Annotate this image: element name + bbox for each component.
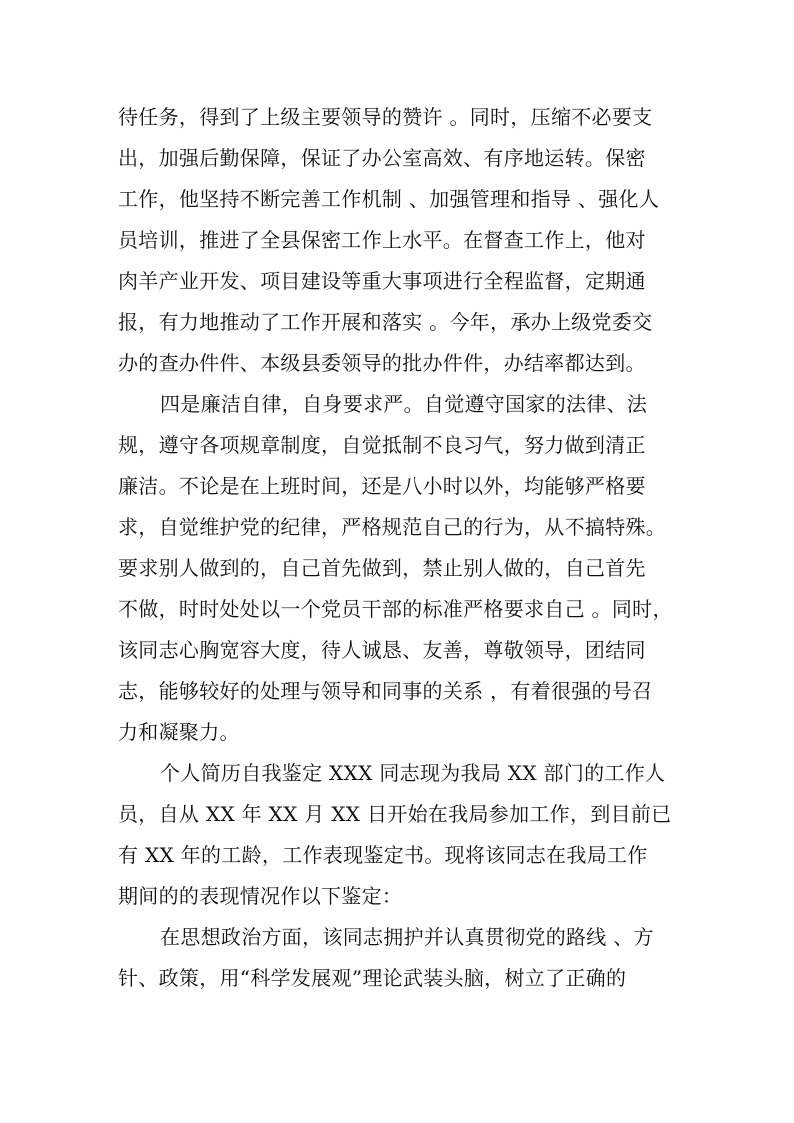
- text-line: 求，自觉维护党的纪律，严格规范自己的行为，从不搞特殊。: [118, 515, 667, 539]
- text-line: 该同志心胸宽容大度，待人诚恳、友善，尊敬领导，团结同: [118, 638, 646, 662]
- text-line: 肉羊产业开发、项目建设等重大事项进行全程监督，定期通: [118, 269, 646, 293]
- document-body: [118, 97, 688, 999]
- text-line: 员，自从 XX 年 XX 月 XX 日开始在我局参加工作，到目前已: [118, 802, 672, 826]
- text-line: 期间的的表现情况作以下鉴定：: [118, 884, 403, 908]
- text-line: 规，遵守各项规章制度，自觉抵制不良习气，努力做到清正: [118, 433, 646, 457]
- text-line: 志，能够较好的处理与领导和同事的关系 ，有着很强的号召: [118, 679, 653, 703]
- text-line: 员培训，推进了全县保密工作上水平。在督查工作上，他对: [118, 228, 646, 252]
- paragraph-start-line: 个人简历自我鉴定 XXX 同志现为我局 XX 部门的工作人: [160, 761, 666, 785]
- text-line: 工作，他坚持不断完善工作机制 、加强管理和指导 、强化人: [118, 187, 660, 211]
- text-line: 廉洁。不论是在上班时间，还是八小时以外，均能够严格要: [118, 474, 646, 498]
- text-line: 有 XX 年的工龄，工作表现鉴定书。现将该同志在我局工作: [118, 843, 648, 867]
- text-line: 报，有力地推动了工作开展和落实 。今年，承办上级党委交: [118, 310, 653, 334]
- text-line: 出，加强后勤保障，保证了办公室高效、有序地运转。保密: [118, 146, 646, 170]
- paragraph-start-line: 在思想政治方面，该同志拥护并认真贯彻党的路线 、方: [160, 925, 654, 949]
- text-line: 针、政策，用“科学发展观”理论武装头脑，树立了正确的: [118, 966, 627, 990]
- text-line: 要求别人做到的，自己首先做到，禁止别人做的，自己首先: [118, 556, 646, 580]
- text-line: 不做，时时处处以一个党员干部的标准严格要求自己 。同时，: [118, 597, 673, 621]
- text-line: 待任务，得到了上级主要领导的赞许 。同时，压缩不必要支: [118, 105, 653, 129]
- text-line: 力和凝聚力。: [118, 720, 240, 744]
- paragraph-start-line: 四是廉洁自律，自身要求严。自觉遵守国家的法律、法: [160, 392, 648, 416]
- text-line: 办的查办件件、本级县委领导的批办件件，办结率都达到。: [118, 351, 646, 375]
